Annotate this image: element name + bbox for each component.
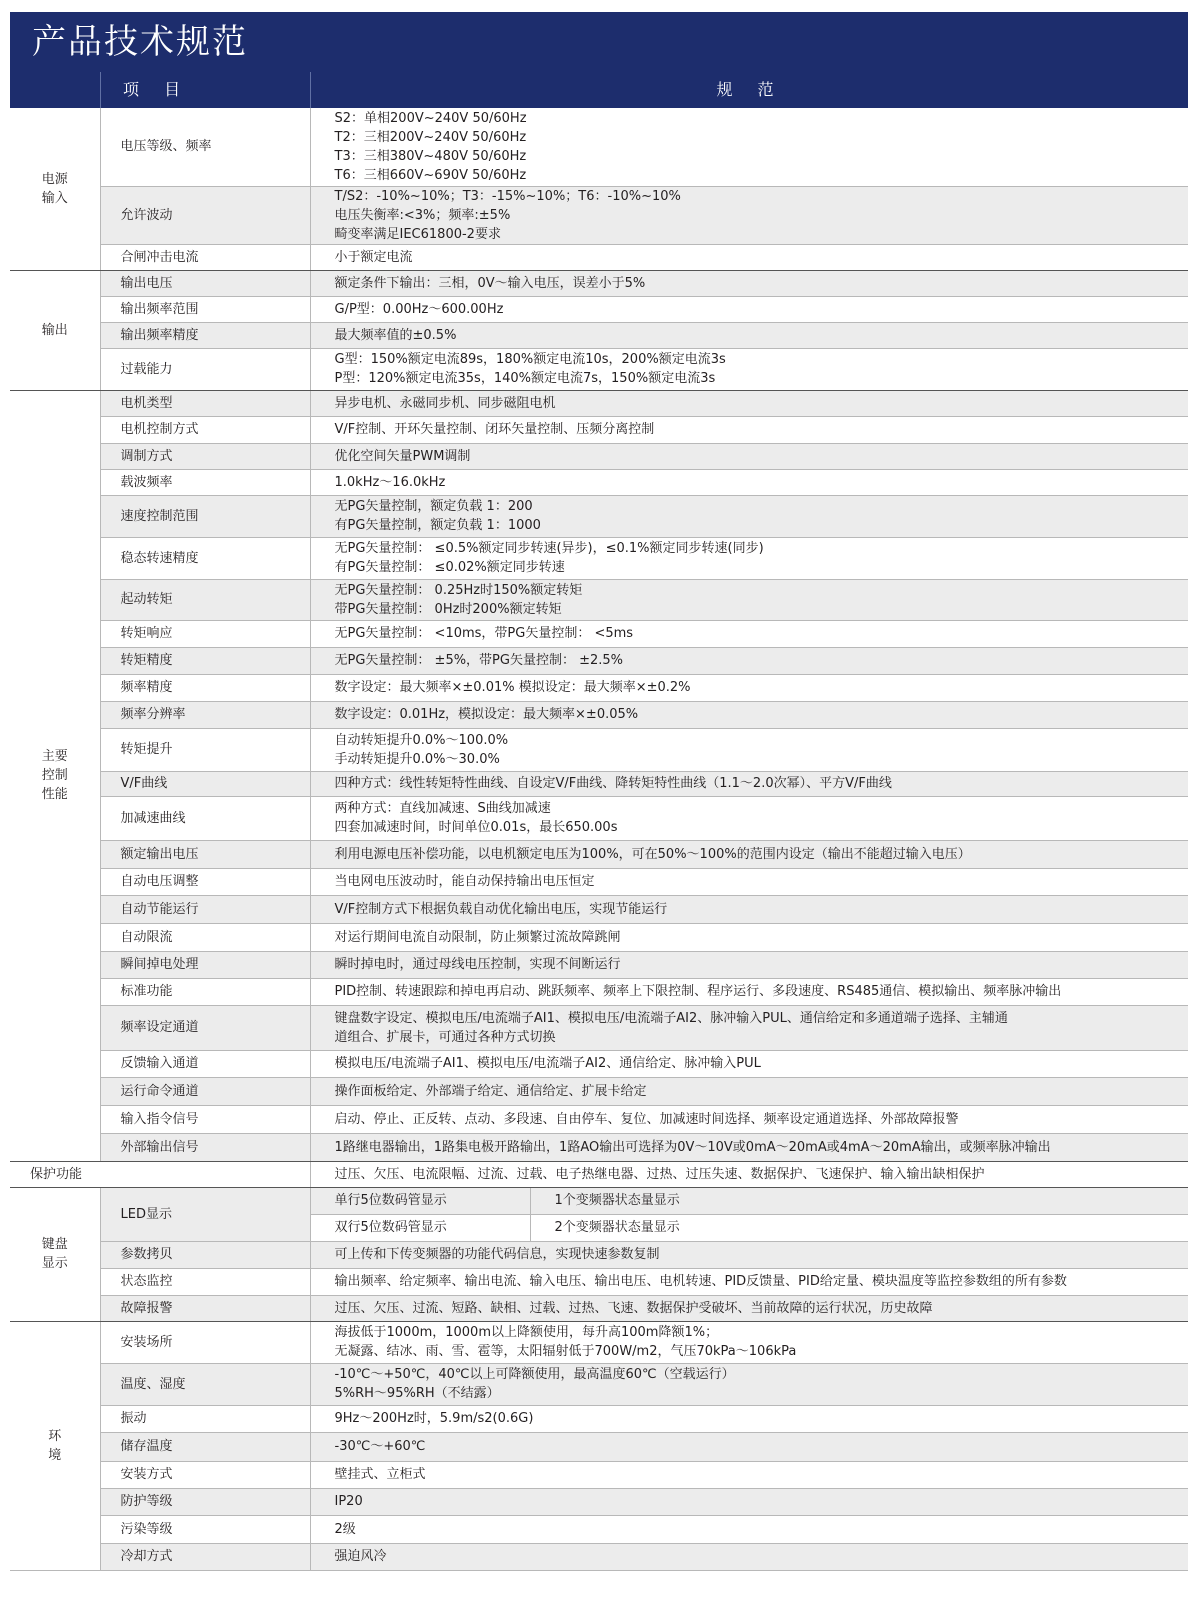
table-row [10, 1488, 1188, 1515]
spec-line: 两种方式：直线加减速、S曲线加减速 [334, 801, 551, 816]
spec-line: 模拟电压/电流端子AI1、模拟电压/电流端子AI2、通信给定、脉冲输入PUL [334, 1056, 761, 1071]
spec-line: V/F控制方式下根据负载自动优化输出电压，实现节能运行 [334, 901, 668, 917]
spec-line: 2级 [334, 1521, 356, 1537]
spec-item: 参数拷贝 [100, 1241, 310, 1268]
table-row [10, 951, 1188, 978]
spec-value [310, 1005, 1188, 1050]
category-line: 主要 [41, 749, 68, 764]
spec-line: 额定条件下输出：三相，0V～输入电压，误差小于5% [334, 275, 646, 291]
category-line: 显示 [41, 1256, 68, 1271]
table-row [10, 469, 1188, 495]
spec-value [310, 1241, 1188, 1268]
spec-item: 瞬间掉电处理 [100, 951, 310, 978]
spec-line: 带PG矢量控制： 0Hz时200%额定转矩 [334, 601, 562, 617]
spec-value [310, 1105, 1188, 1133]
spec-line: P型：120%额定电流35s，140%额定电流7s，150%额定电流3s [334, 371, 716, 386]
spec-item: 外部输出信号 [100, 1133, 310, 1161]
spec-value [310, 270, 1188, 296]
category-line: 控制 [41, 768, 68, 783]
spec-item: 稳态转速精度 [100, 537, 310, 579]
spec-line: 有PG矢量控制，额定负载 1：1000 [334, 518, 541, 533]
spec-value [310, 647, 1188, 674]
spec-line: 过压、欠压、过流、短路、缺相、过载、过热、飞速、数据保护受破坏、当前故障的运行状况，历史故障 [334, 1300, 933, 1316]
spec-line: S2：单相200V~240V 50/60Hz [334, 110, 527, 126]
table-row [10, 647, 1188, 674]
spec-item: 电机控制方式 [100, 416, 310, 443]
spec-item: 调制方式 [100, 443, 310, 469]
spec-line: 输出频率、给定频率、输出电流、输入电压、输出电压、电机转速、PID反馈量、PID给定量、模块温度等监控参数组的所有参数 [334, 1274, 1067, 1289]
spec-value [310, 1077, 1188, 1105]
spec-item: 转矩提升 [100, 728, 310, 771]
spec-item: 自动电压调整 [100, 868, 310, 895]
table-row [10, 1363, 1188, 1405]
table-header [10, 72, 1188, 108]
spec-item: 电机类型 [100, 390, 310, 416]
table-row [10, 186, 1188, 244]
table-row [10, 771, 1188, 796]
spec-value [310, 728, 1188, 771]
spec-line: 电压失衡率:<3%；频率:±5% [334, 207, 511, 223]
spec-value [310, 840, 1188, 868]
spec-value [310, 701, 1188, 728]
spec-item: 标准功能 [100, 978, 310, 1005]
spec-line: 操作面板给定、外部端子给定、通信给定、扩展卡给定 [334, 1083, 647, 1099]
table-row [10, 620, 1188, 647]
spec-item: 输入指令信号 [100, 1105, 310, 1133]
spec-item: 故障报警 [100, 1295, 310, 1321]
spec-value [310, 443, 1188, 469]
spec-line: 有PG矢量控制： ≤0.02%额定同步转速 [334, 560, 565, 575]
spec-item: 频率分辨率 [100, 701, 310, 728]
spec-item: 反馈输入通道 [100, 1050, 310, 1077]
table-row [10, 244, 1188, 270]
category-label [10, 108, 100, 270]
spec-line: 可上传和下传变频器的功能代码信息，实现快速参数复制 [334, 1247, 660, 1262]
spec-line: 自动转矩提升0.0%～100.0% [334, 732, 509, 748]
spec-line: -30℃～+60℃ [334, 1439, 426, 1454]
table-row [10, 108, 1188, 186]
spec-value [310, 1050, 1188, 1077]
spec-value [310, 978, 1188, 1005]
spec-line: 四套加减速时间，时间单位0.01s，最长650.00s [334, 820, 618, 835]
spec-line: 无PG矢量控制，额定负载 1：200 [334, 499, 533, 514]
table-row [10, 895, 1188, 923]
spec-item: 过载能力 [100, 348, 310, 390]
table-row [10, 348, 1188, 390]
spec-line: 优化空间矢量PWM调制 [334, 448, 471, 464]
spec-line: IP20 [334, 1494, 363, 1509]
table-row [10, 390, 1188, 416]
table-row [10, 1515, 1188, 1543]
table-row [10, 1405, 1188, 1432]
spec-line: T3：三相380V~480V 50/60Hz [334, 148, 527, 164]
table-row [10, 1295, 1188, 1321]
table-row [10, 840, 1188, 868]
spec-item: LED显示 [100, 1187, 310, 1241]
spec-value [310, 1363, 1188, 1405]
spec-value [310, 1268, 1188, 1295]
spec-item: 输出频率精度 [100, 322, 310, 348]
spec-item: 加减速曲线 [100, 796, 310, 840]
page-title: 产品技术规范 [32, 22, 248, 62]
spec-line: 1.0kHz～16.0kHz [334, 474, 446, 490]
table-row [10, 1321, 1188, 1363]
spec-value [310, 108, 1188, 186]
spec-item: 输出电压 [100, 270, 310, 296]
spec-item: 转矩精度 [100, 647, 310, 674]
spec-line: T/S2：-10%~10%；T3：-15%~10%；T6：-10%~10% [334, 188, 681, 204]
spec-line: 当电网电压波动时，能自动保持输出电压恒定 [334, 874, 595, 889]
spec-line: 无PG矢量控制： <10ms，带PG矢量控制： <5ms [334, 626, 634, 641]
spec-value [310, 1515, 1188, 1543]
spec-line: V/F控制、开环矢量控制、闭环矢量控制、压频分离控制 [334, 422, 655, 437]
spec-item: 储存温度 [100, 1432, 310, 1461]
spec-line: 无PG矢量控制： ≤0.5%额定同步转速(异步)，≤0.1%额定同步转速(同步) [334, 541, 764, 556]
table-row [10, 701, 1188, 728]
spec-item: 允许波动 [100, 186, 310, 244]
spec-value [310, 348, 1188, 390]
table-row [10, 1050, 1188, 1077]
header-spec: 规 范 [310, 72, 1189, 108]
table-row [10, 923, 1188, 951]
spec-line: 壁挂式、立柜式 [334, 1467, 426, 1482]
spec-item: 自动限流 [100, 923, 310, 951]
category-line: 输入 [41, 190, 68, 206]
table-row [10, 1268, 1188, 1295]
table-row [10, 495, 1188, 537]
spec-table [10, 108, 1188, 1571]
spec-item: 安装场所 [100, 1321, 310, 1363]
spec-line: 5%RH～95%RH（不结露） [334, 1386, 500, 1401]
table-row [10, 1133, 1188, 1161]
spec-line: 过压、欠压、电流限幅、过流、过载、电子热继电器、过热、过压失速、数据保护、飞速保护、输入输出缺相保护 [334, 1166, 985, 1182]
spec-value [310, 1432, 1188, 1461]
table-row [10, 674, 1188, 701]
table-row [10, 1241, 1188, 1268]
spec-value [310, 1543, 1188, 1570]
spec-value [310, 416, 1188, 443]
spec-item: 温度、湿度 [100, 1363, 310, 1405]
led-status: 1个变频器状态量显示 [530, 1187, 1188, 1214]
spec-line: 手动转矩提升0.0%～30.0% [334, 751, 500, 767]
spec-line: 无PG矢量控制： ±5%，带PG矢量控制： ±2.5% [334, 653, 624, 668]
spec-line: 海拔低于1000m，1000m以上降额使用，每升高100m降额1%； [334, 1325, 719, 1340]
category-label [10, 1187, 100, 1321]
spec-line: 道组合、扩展卡，可通过各种方式切换 [334, 1029, 556, 1045]
spec-line: T6：三相660V~690V 50/60Hz [334, 167, 527, 183]
spec-item: 运行命令通道 [100, 1077, 310, 1105]
spec-line: 9Hz～200Hz时，5.9m/s2(0.6G) [334, 1411, 534, 1426]
table-row [10, 796, 1188, 840]
spec-item: 频率设定通道 [100, 1005, 310, 1050]
spec-line: -10℃～+50℃，40℃以上可降额使用，最高温度60℃（空载运行） [334, 1367, 735, 1382]
spec-item: 转矩响应 [100, 620, 310, 647]
spec-value [310, 923, 1188, 951]
spec-line: 数字设定：0.01Hz，模拟设定：最大频率×±0.05% [334, 707, 639, 722]
spec-line: 键盘数字设定、模拟电压/电流端子AI1、模拟电压/电流端子AI2、脉冲输入PUL、通信给定和多通道端子选择、主辅通 [334, 1010, 1008, 1026]
spec-value [310, 1488, 1188, 1515]
table-row [10, 537, 1188, 579]
spec-line: 四种方式：线性转矩特性曲线、自设定V/F曲线、降转矩特性曲线（1.1～2.0次幂）、平方V/F曲线 [334, 776, 892, 791]
table-row [10, 1432, 1188, 1461]
spec-value [310, 1405, 1188, 1432]
table-row [10, 728, 1188, 771]
spec-item: 速度控制范围 [100, 495, 310, 537]
spec-value [310, 579, 1188, 620]
table-row [10, 868, 1188, 895]
table-row [10, 443, 1188, 469]
spec-line: PID控制、转速跟踪和掉电再启动、跳跃频率、频率上下限控制、程序运行、多段速度、RS485通信、模拟输出、频率脉冲输出 [334, 984, 1062, 999]
table-row [10, 270, 1188, 296]
led-mode: 双行5位数码管显示 [310, 1214, 530, 1241]
table-row [10, 978, 1188, 1005]
spec-line: 异步电机、永磁同步机、同步磁阻电机 [334, 395, 556, 411]
spec-line: 启动、停止、正反转、点动、多段速、自由停车、复位、加减速时间选择、频率设定通道选择、外部故障报警 [334, 1111, 959, 1127]
spec-line: 对运行期间电流自动限制，防止频繁过流故障跳闸 [334, 929, 621, 945]
spec-item: V/F曲线 [100, 771, 310, 796]
title-banner [10, 12, 1188, 72]
category-line: 性能 [41, 787, 68, 802]
spec-line: 无PG矢量控制： 0.25Hz时150%额定转矩 [334, 582, 583, 598]
spec-value [310, 469, 1188, 495]
spec-item: 状态监控 [100, 1268, 310, 1295]
led-status: 2个变频器状态量显示 [530, 1214, 1188, 1241]
table-row [10, 1187, 1188, 1214]
category-label: 输出 [10, 270, 100, 390]
table-row [10, 1105, 1188, 1133]
spec-value [310, 895, 1188, 923]
spec-line: 强迫风冷 [334, 1549, 387, 1564]
spec-value [310, 796, 1188, 840]
spec-value [310, 390, 1188, 416]
table-row [10, 416, 1188, 443]
spec-line: 1路继电器输出，1路集电极开路输出，1路AO输出可选择为0V～10V或0mA～20mA或4mA～20mA输出，或频率脉冲输出 [334, 1139, 1051, 1155]
category-line: 键盘 [41, 1237, 68, 1252]
spec-item: 冷却方式 [100, 1543, 310, 1570]
spec-line: 利用电源电压补偿功能，以电机额定电压为100%，可在50%～100%的范围内设定（输出不能超过输入电压） [334, 846, 971, 862]
spec-line: T2：三相200V~240V 50/60Hz [334, 129, 527, 145]
spec-value [310, 537, 1188, 579]
spec-item: 合闸冲击电流 [100, 244, 310, 270]
category-label: 保护功能 [10, 1161, 310, 1187]
spec-value [310, 244, 1188, 270]
spec-item: 载波频率 [100, 469, 310, 495]
table-row [10, 1005, 1188, 1050]
spec-item: 起动转矩 [100, 579, 310, 620]
led-mode: 单行5位数码管显示 [310, 1187, 530, 1214]
spec-item: 频率精度 [100, 674, 310, 701]
spec-item: 污染等级 [100, 1515, 310, 1543]
spec-line: G/P型：0.00Hz～600.00Hz [334, 301, 504, 317]
spec-value [310, 620, 1188, 647]
table-row [10, 322, 1188, 348]
table-row [10, 1161, 1188, 1187]
spec-line: 最大频率值的±0.5% [334, 327, 457, 343]
spec-value [310, 1133, 1188, 1161]
spec-value [310, 674, 1188, 701]
spec-line: 无凝露、结冰、雨、雪、雹等，太阳辐射低于700W/m2，气压70kPa～106kPa [334, 1344, 797, 1359]
spec-item: 额定输出电压 [100, 840, 310, 868]
spec-item: 安装方式 [100, 1461, 310, 1488]
spec-item: 振动 [100, 1405, 310, 1432]
spec-value [310, 1295, 1188, 1321]
spec-line: G型：150%额定电流89s，180%额定电流10s，200%额定电流3s [334, 352, 726, 367]
category-label [10, 390, 100, 1161]
category-line: 境 [48, 1447, 62, 1463]
category-line: 电源 [41, 171, 68, 187]
spec-item: 防护等级 [100, 1488, 310, 1515]
spec-line: 瞬时掉电时，通过母线电压控制，实现不间断运行 [334, 957, 621, 972]
spec-value [310, 868, 1188, 895]
spec-line: 数字设定：最大频率×±0.01% 模拟设定：最大频率×±0.2% [334, 680, 691, 695]
spec-item: 电压等级、频率 [100, 108, 310, 186]
spec-item: 输出频率范围 [100, 296, 310, 322]
spec-value [310, 1161, 1188, 1187]
spec-value [310, 951, 1188, 978]
spec-value [310, 1461, 1188, 1488]
spec-value [310, 186, 1188, 244]
category-label [10, 1321, 100, 1570]
spec-item: 自动节能运行 [100, 895, 310, 923]
spec-line: 畸变率满足IEC61800-2要求 [334, 226, 501, 242]
header-item: 项 目 [100, 72, 333, 108]
spec-value [310, 1321, 1188, 1363]
table-row [10, 1077, 1188, 1105]
table-row [10, 1461, 1188, 1488]
spec-value [310, 322, 1188, 348]
spec-line: 小于额定电流 [334, 249, 413, 265]
table-row [10, 296, 1188, 322]
spec-value [310, 495, 1188, 537]
spec-value [310, 296, 1188, 322]
category-line: 环 [48, 1428, 62, 1444]
table-row [10, 579, 1188, 620]
table-row [10, 1543, 1188, 1570]
spec-value [310, 771, 1188, 796]
